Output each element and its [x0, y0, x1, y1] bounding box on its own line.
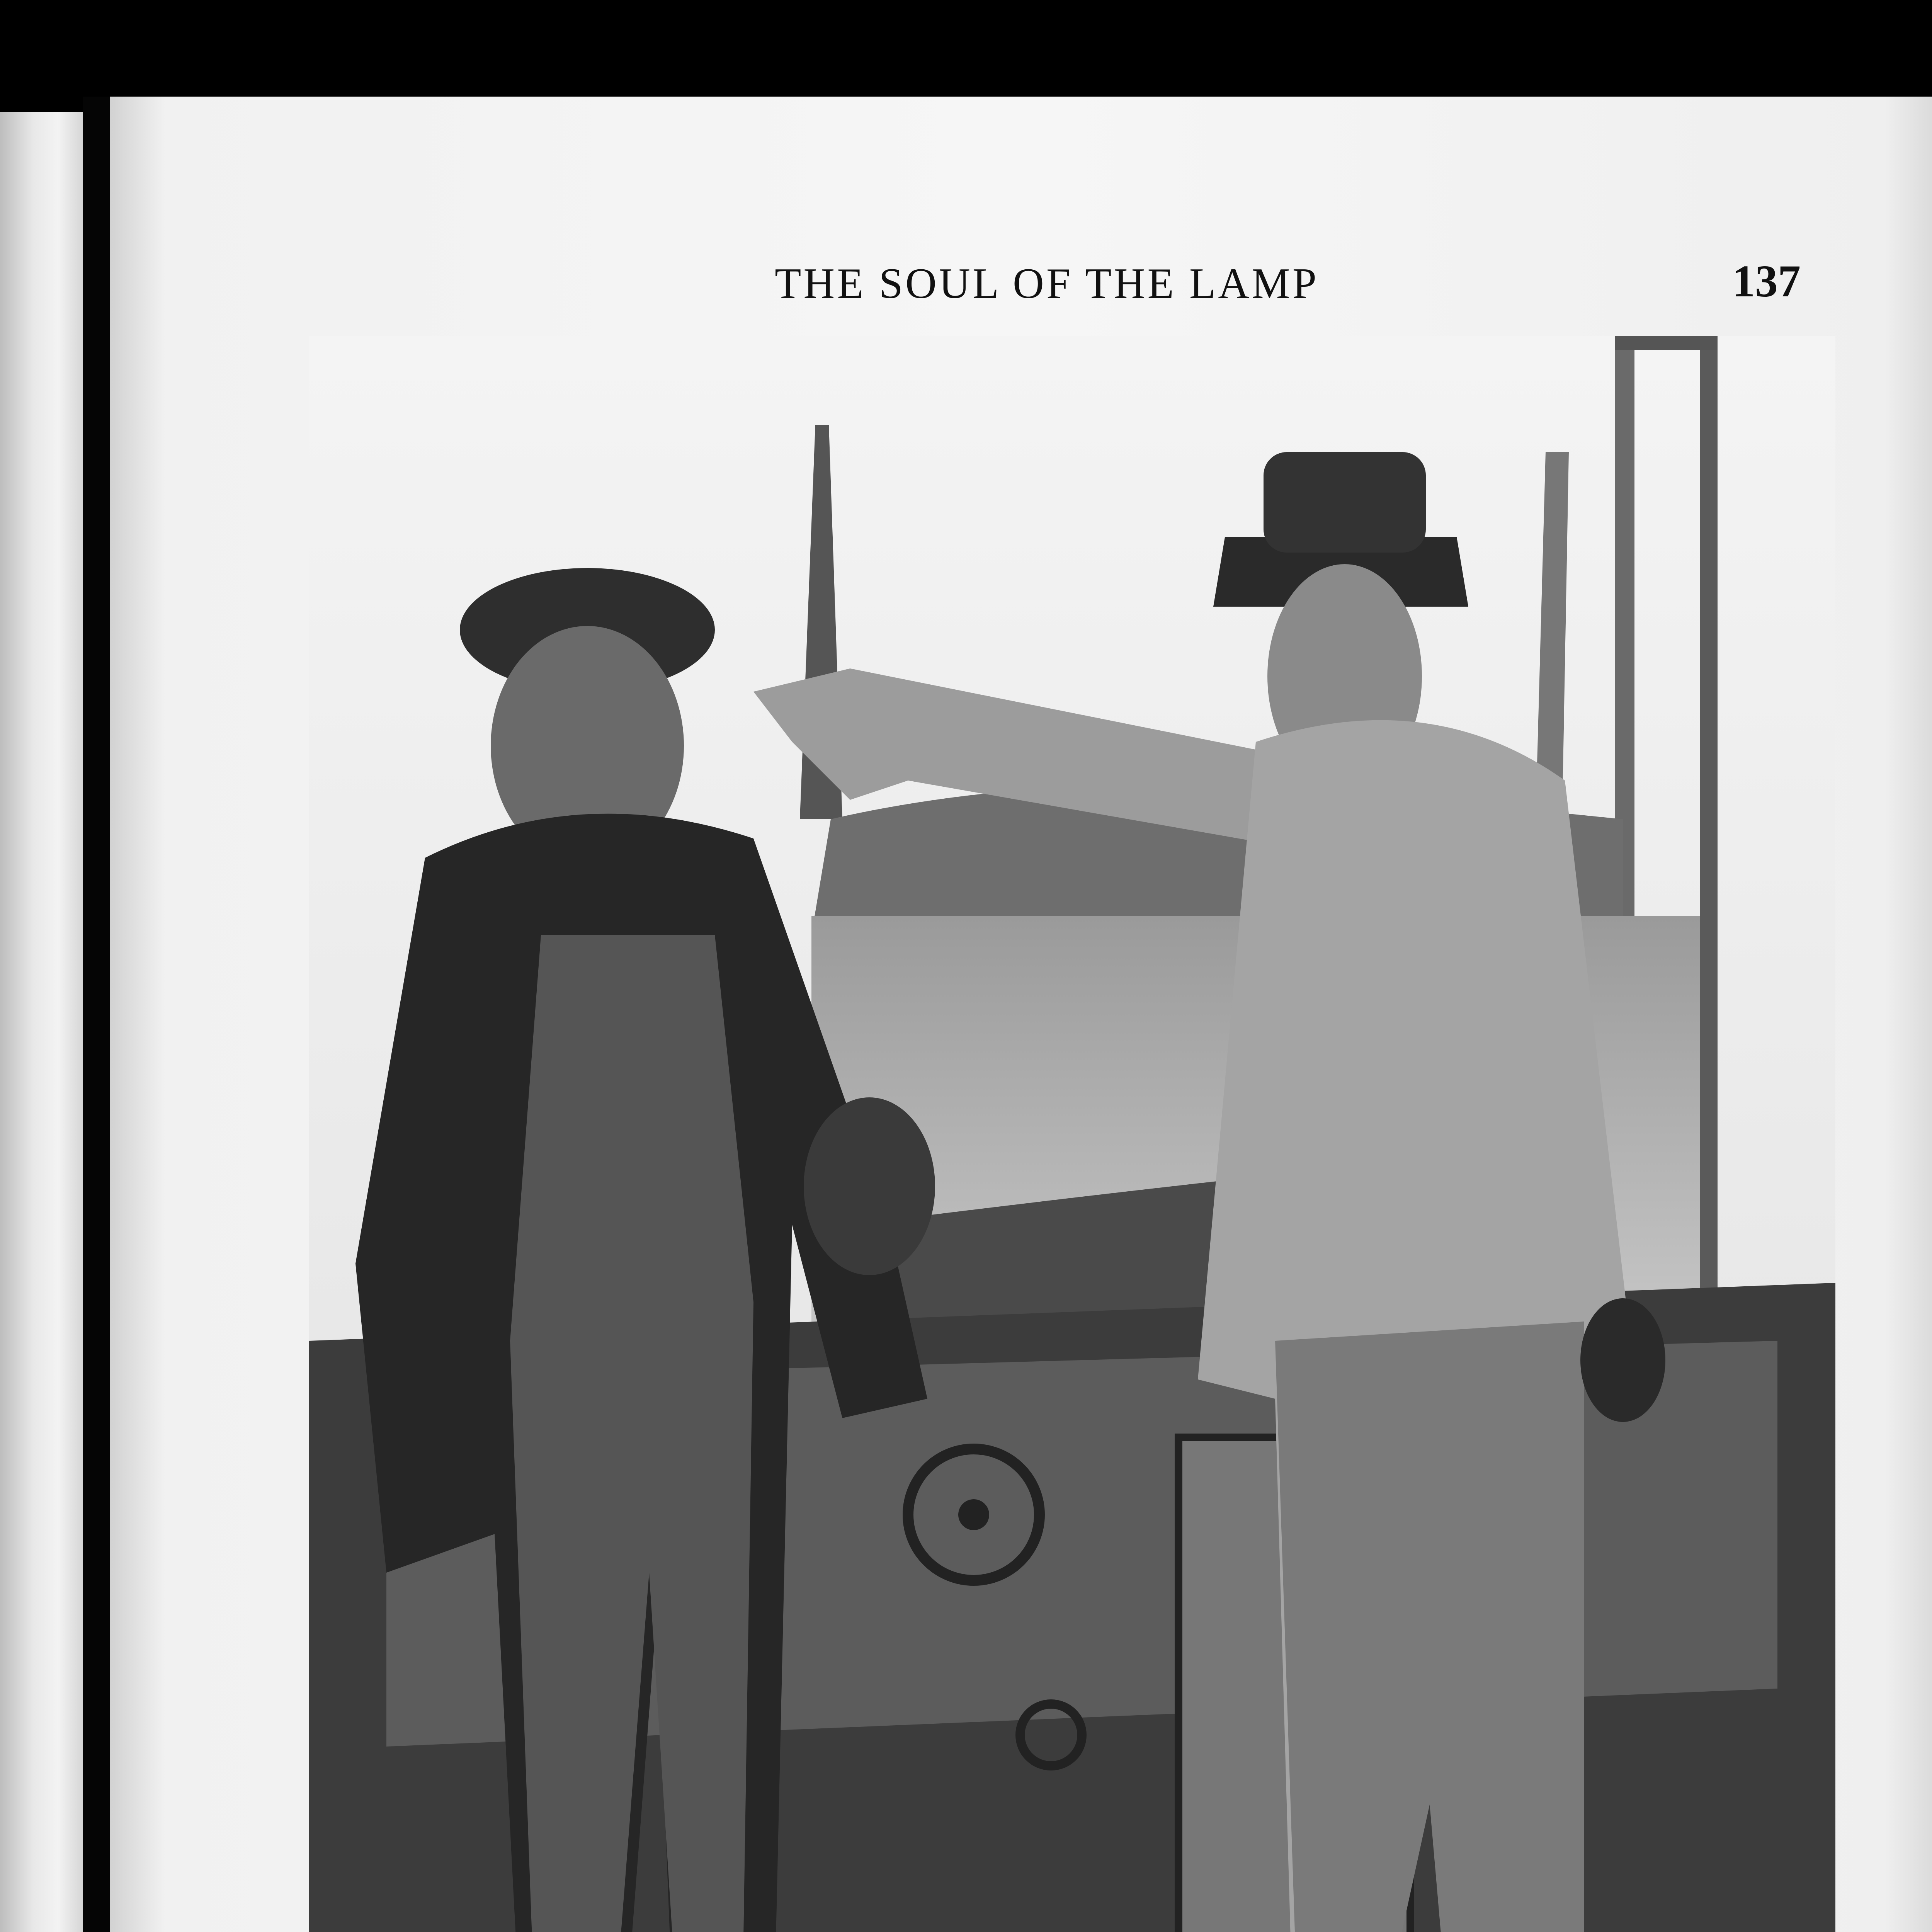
book-page	[110, 97, 1932, 1932]
illustration	[309, 336, 1835, 1932]
book-gutter	[83, 97, 110, 1932]
illustration-drawing	[309, 336, 1835, 1932]
page-number: 137	[1732, 256, 1801, 306]
running-title: THE SOUL OF THE LAMP	[775, 260, 1319, 308]
facing-page-edge	[0, 112, 83, 1932]
